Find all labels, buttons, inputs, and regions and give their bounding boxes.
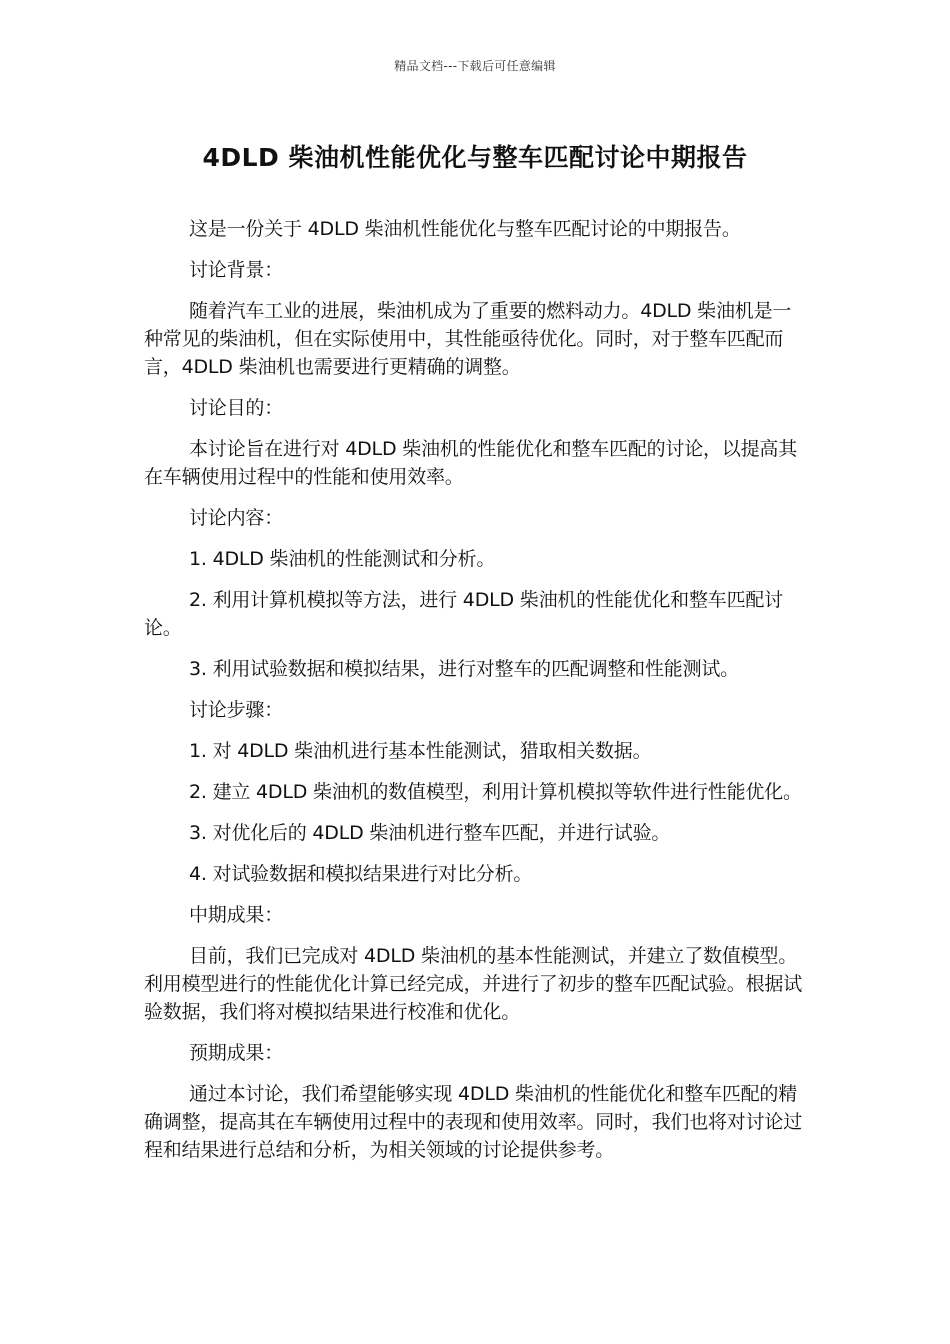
step-item-2: 2. 建立 4DLD 柴油机的数值模型，利用计算机模拟等软件进行性能优化。 (189, 781, 802, 803)
heading-expected-results: 预期成果： (189, 1042, 284, 1064)
document-body (144, 215, 804, 1177)
step-item-4: 4. 对试验数据和模拟结果进行对比分析。 (189, 863, 533, 885)
step-item-1: 1. 对 4DLD 柴油机进行基本性能测试，猎取相关数据。 (189, 740, 652, 762)
header-note: 精品文档---下载后可任意编辑 (394, 59, 556, 73)
heading-content: 讨论内容： (189, 507, 284, 529)
heading-purpose: 讨论目的： (189, 397, 284, 419)
heading-midterm-results: 中期成果： (189, 904, 284, 926)
paragraph-intro: 这是一份关于 4DLD 柴油机性能优化与整车匹配讨论的中期报告。 (189, 218, 741, 240)
paragraph-midterm-results: 目前，我们已完成对 4DLD 柴油机的基本性能测试，并建立了数值模型。利用模型进行的性能优化计算已经完成，并进行了初步的整车匹配试验。根据试验数据，我们将对模拟结果进行校准和优化。 (144, 945, 803, 1023)
content-item-2: 2. 利用计算机模拟等方法，进行 4DLD 柴油机的性能优化和整车匹配讨论。 (144, 589, 783, 639)
step-item-3: 3. 对优化后的 4DLD 柴油机进行整车匹配，并进行试验。 (189, 822, 671, 844)
content-item-3: 3. 利用试验数据和模拟结果，进行对整车的匹配调整和性能测试。 (189, 658, 739, 680)
document-title: 4DLD 柴油机性能优化与整车匹配讨论中期报告 (202, 143, 748, 172)
heading-steps: 讨论步骤： (189, 699, 284, 721)
paragraph-purpose: 本讨论旨在进行对 4DLD 柴油机的性能优化和整车匹配的讨论，以提高其在车辆使用过程中的性能和使用效率。 (144, 438, 798, 488)
paragraph-expected-results: 通过本讨论，我们希望能够实现 4DLD 柴油机的性能优化和整车匹配的精确调整，提高其在车辆使用过程中的表现和使用效率。同时，我们也将对讨论过程和结果进行总结和分析，为相关领域的讨论提供参考。 (144, 1083, 803, 1161)
heading-background: 讨论背景： (189, 259, 284, 281)
paragraph-background: 随着汽车工业的进展，柴油机成为了重要的燃料动力。4DLD 柴油机是一种常见的柴油机，但在实际使用中，其性能亟待优化。同时，对于整车匹配而言，4DLD 柴油机也需要进行更精确的调整。 (144, 300, 792, 378)
content-item-1: 1. 4DLD 柴油机的性能测试和分析。 (189, 548, 496, 570)
